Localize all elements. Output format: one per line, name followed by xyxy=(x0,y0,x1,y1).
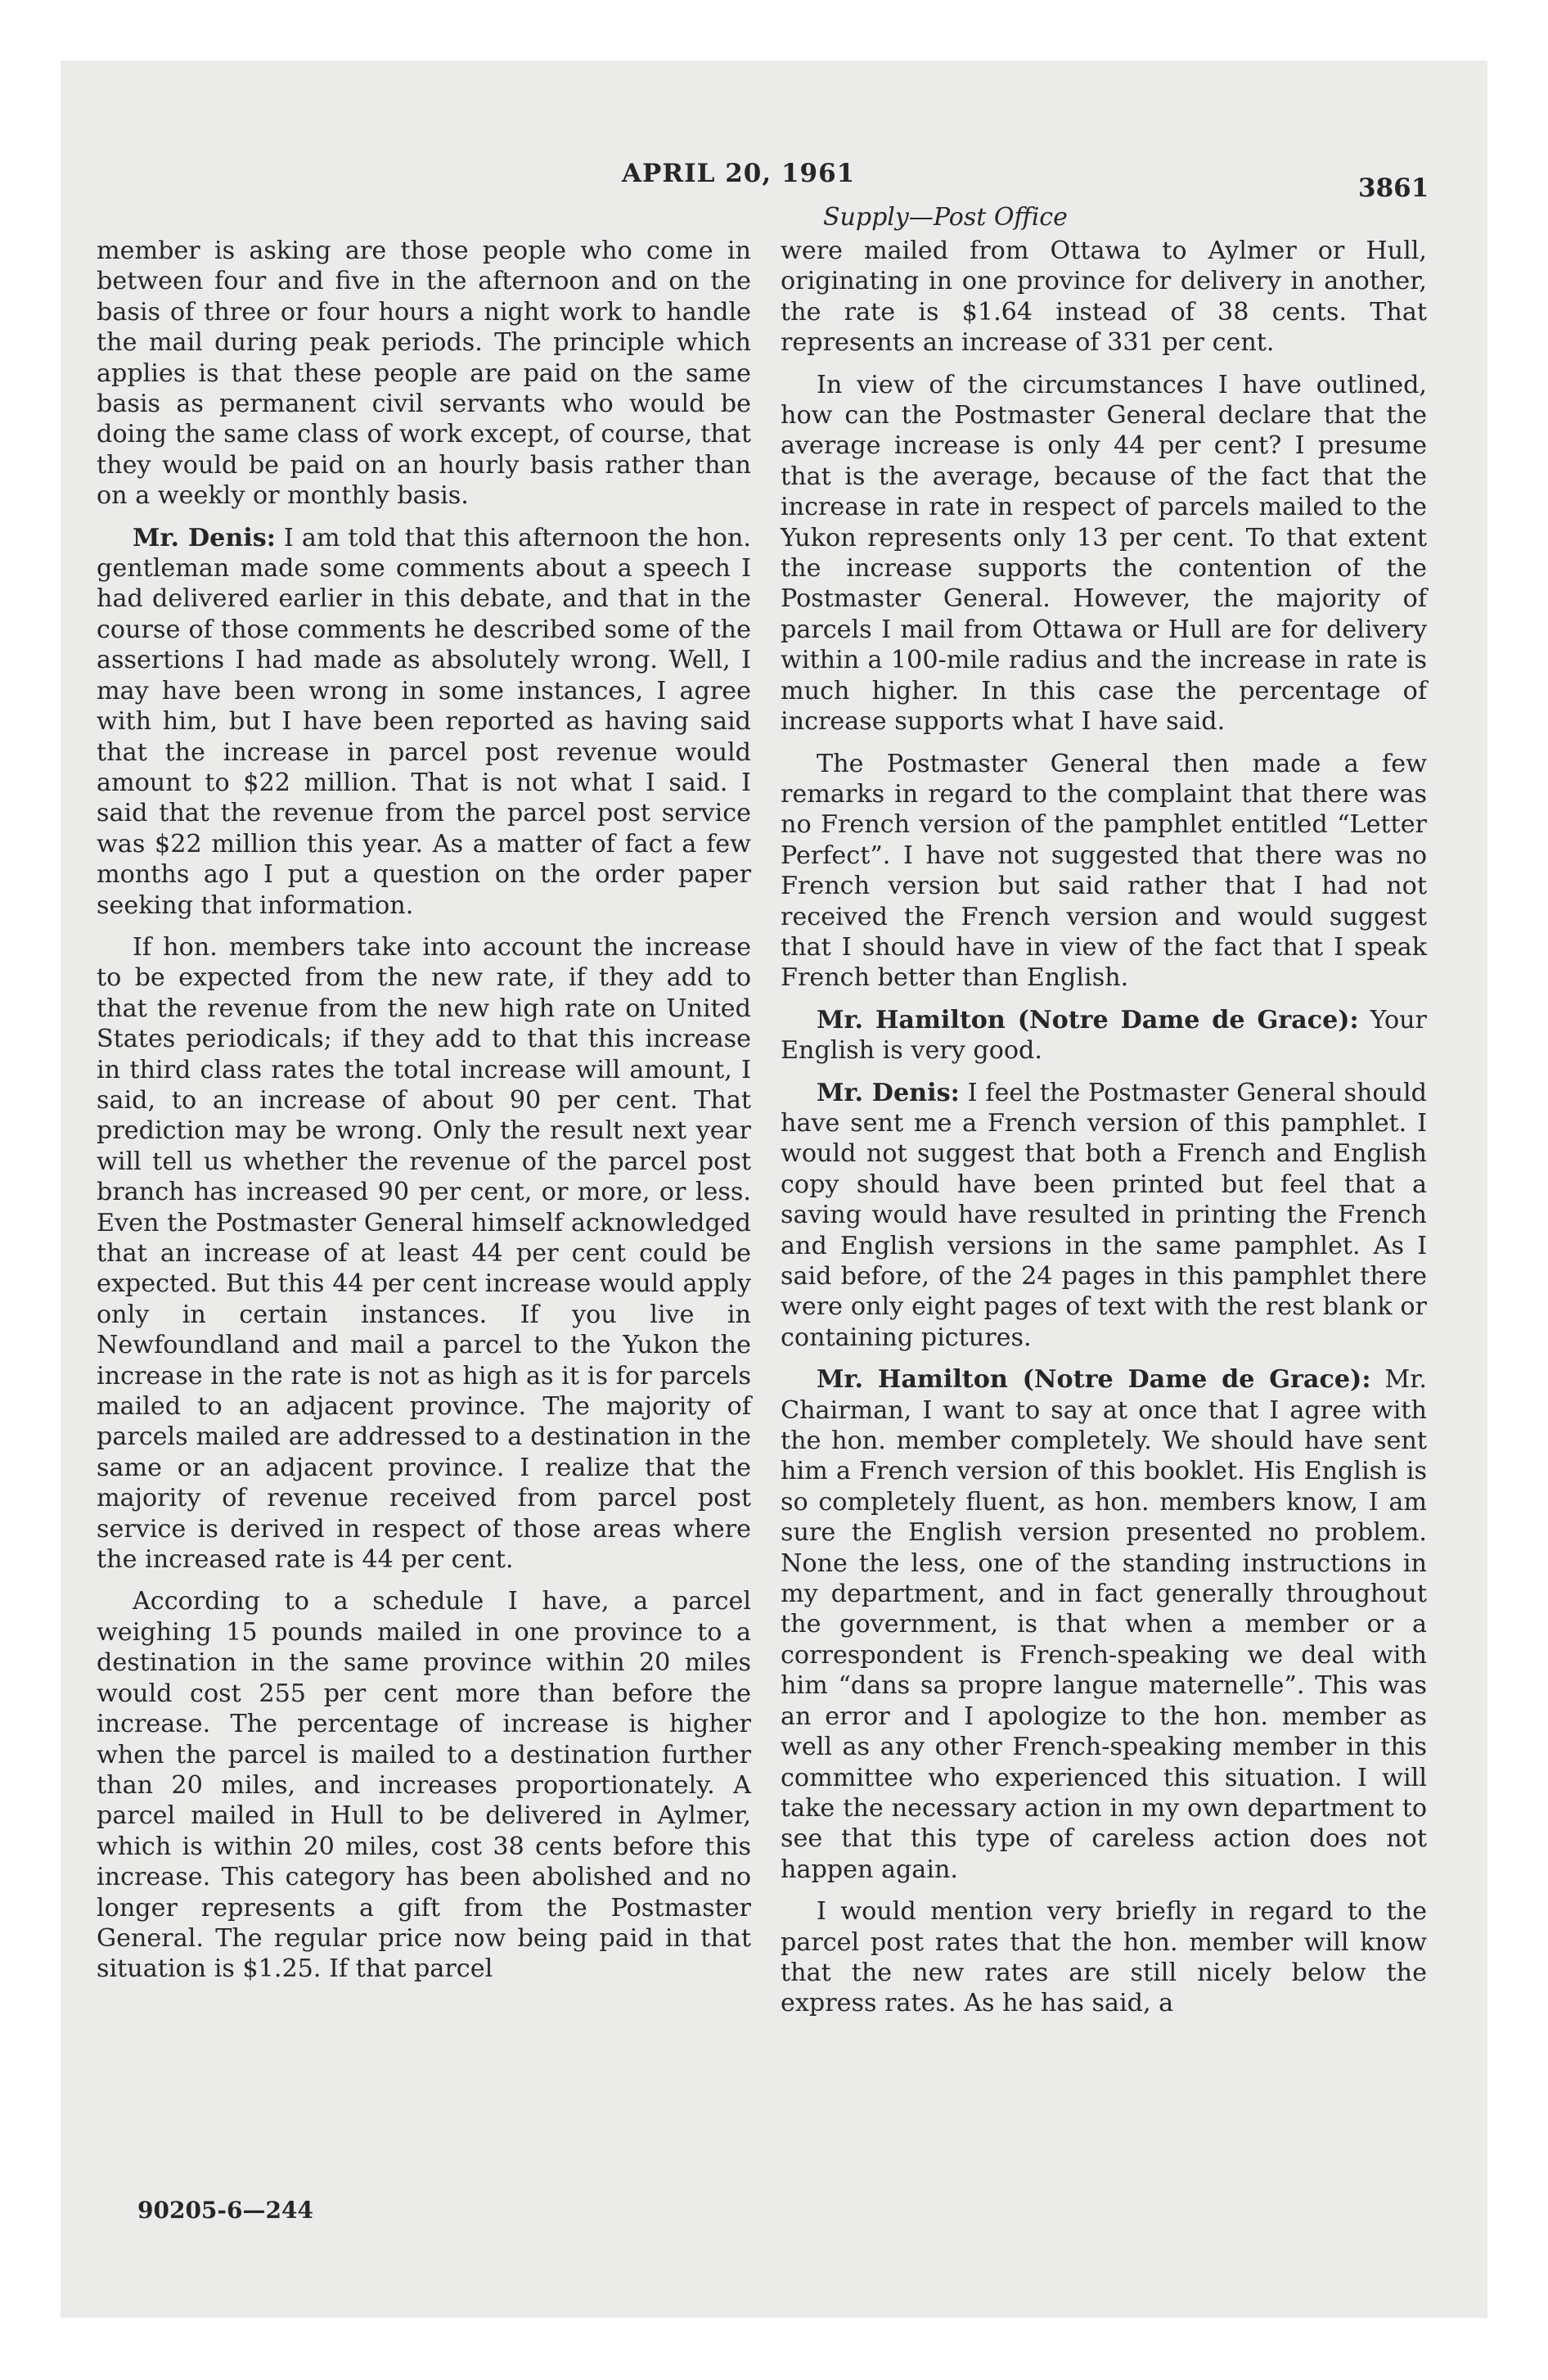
paragraph: According to a schedule I have, a parcel weighing 15 pounds mailed in one province to a destination in the same province within 20 miles would cost 255 per cent more than before the increase. The percentage of increase is higher when the parcel is mailed to a destination further than 20 miles, and increases proportionately. A parcel mailed in Hull to be delivered in Aylmer, which is within 20 miles, cost 38 cents before this increase. This category has been abolished and no longer represents a gift from the Postmaster General. The regular price now being paid in that situation is $1.25. If that parcel xyxy=(97,1587,751,1984)
printer-imprint: 90205-6—244 xyxy=(137,2197,313,2224)
paragraph: I would mention very briefly in regard to the parcel post rates that the hon. member will know that the new rates are still nicely below the express rates. As he has said, a xyxy=(781,1897,1427,2018)
speaker-name: Mr. Denis: xyxy=(133,523,276,552)
page-number: 3861 xyxy=(1358,174,1429,203)
paragraph xyxy=(781,1364,1427,1885)
speaker-name: Mr. Hamilton (Notre Dame de Grace): xyxy=(817,1005,1359,1034)
paragraph: were mailed from Ottawa to Aylmer or Hull, originating in one province for delivery in another, the rate is $1.64 instead of 38 cents. That represents an increase of 331 per cent. xyxy=(781,237,1427,358)
paragraph xyxy=(781,1005,1427,1066)
speaker-name: Mr. Denis: xyxy=(817,1078,960,1107)
speech-text: I am told that this afternoon the hon. gentleman made some comments about a speech I had delivered earlier in this debate, and that in the course of those comments he described some of the assertions I had made as absolutely wrong. Well, I may have been wrong in some instances, I agree with him, but I have been reported as having said that the increase in parcel post revenue would amount to $22 million. That is not what I said. I said that the revenue from the parcel post service was $22 million this year. As a matter of fact a few months ago I put a question on the order paper seeking that information. xyxy=(97,523,751,920)
running-subject-heading: Supply—Post Office xyxy=(823,203,1068,232)
speech-text: Your English is very good. xyxy=(781,1005,1427,1066)
speaker-name: Mr. Hamilton (Notre Dame de Grace): xyxy=(817,1365,1371,1395)
paragraph: If hon. members take into account the increase to be expected from the new rate, if they add to that the revenue from the new high rate on United States periodicals; if they add to that this increase in third class rates the total increase will amount, I said, to an increase of about 90 per cent. That prediction may be wrong. Only the result next year will tell us whether the revenue of the parcel post branch has increased 90 per cent, or more, or less. Even the Postmaster General himself acknowledged that an increase of at least 44 per cent could be expected. But this 44 per cent increase would apply only in certain instances. If you live in Newfoundland and mail a parcel to the Yukon the increase in the rate is not as high as it is for parcels mailed to an adjacent province. The majority of parcels mailed are addressed to a destination in the same or an adjacent province. I realize that the majority of revenue received from parcel post service is derived in respect of those areas where the increased rate is 44 per cent. xyxy=(97,932,751,1575)
paragraph xyxy=(781,1078,1427,1354)
speech-text: I feel the Postmaster General should have sent me a French version of this pamphlet. I would not suggest that both a French and English copy should have been printed but feel that a saving would have resulted in printing the French and English versions in the same pamphlet. As I said before, of the 24 pages in this pamphlet there were only eight pages of text with the rest blank or containing pictures. xyxy=(781,1078,1427,1352)
left-column xyxy=(97,236,751,1996)
page-date: APRIL 20, 1961 xyxy=(622,159,856,188)
paragraph: The Postmaster General then made a few remarks in regard to the complaint that there was no French version of the pamphlet entitled “Letter Perfect”. I have not suggested that there was no French version but said rather that I had not received the French version and would suggest that I should have in view of the fact that I speak French better than English. xyxy=(781,749,1427,993)
paragraph xyxy=(97,523,751,921)
paragraph: In view of the circumstances I have outlined, how can the Postmaster General declare that the average increase is only 44 per cent? I presume that is the average, because of the fact that the increase in rate in respect of parcels mailed to the Yukon represents only 13 per cent. To that extent the increase supports the contention of the Postmaster General. However, the majority of parcels I mail from Ottawa or Hull are for delivery within a 100-mile radius and the increase in rate is much higher. In this case the percentage of increase supports what I have said. xyxy=(781,370,1427,737)
speech-text: Mr. Chairman, I want to say at once that I agree with the hon. member completely. We should have sent him a French version of this booklet. His English is so completely fluent, as hon. members know, I am sure the English version presented no problem. None the less, one of the standing instructions in my department, and in fact generally throughout the government, is that when a member or a correspondent is French-speaking we deal with him “dans sa propre langue maternelle”. This was an error and I apologize to the hon. member as well as any other French-speaking member in this committee who experienced this situation. I will take the necessary action in my own department to see that this type of careless action does not happen again. xyxy=(781,1365,1427,1884)
paragraph: member is asking are those people who come in between four and five in the afternoon and on the basis of three or four hours a night work to handle the mail during peak periods. The principle which applies is that these people are paid on the same basis as permanent civil servants who would be doing the same class of work except, of course, that they would be paid on an hourly basis rather than on a weekly or monthly basis. xyxy=(97,237,751,511)
right-column xyxy=(781,236,1427,2031)
